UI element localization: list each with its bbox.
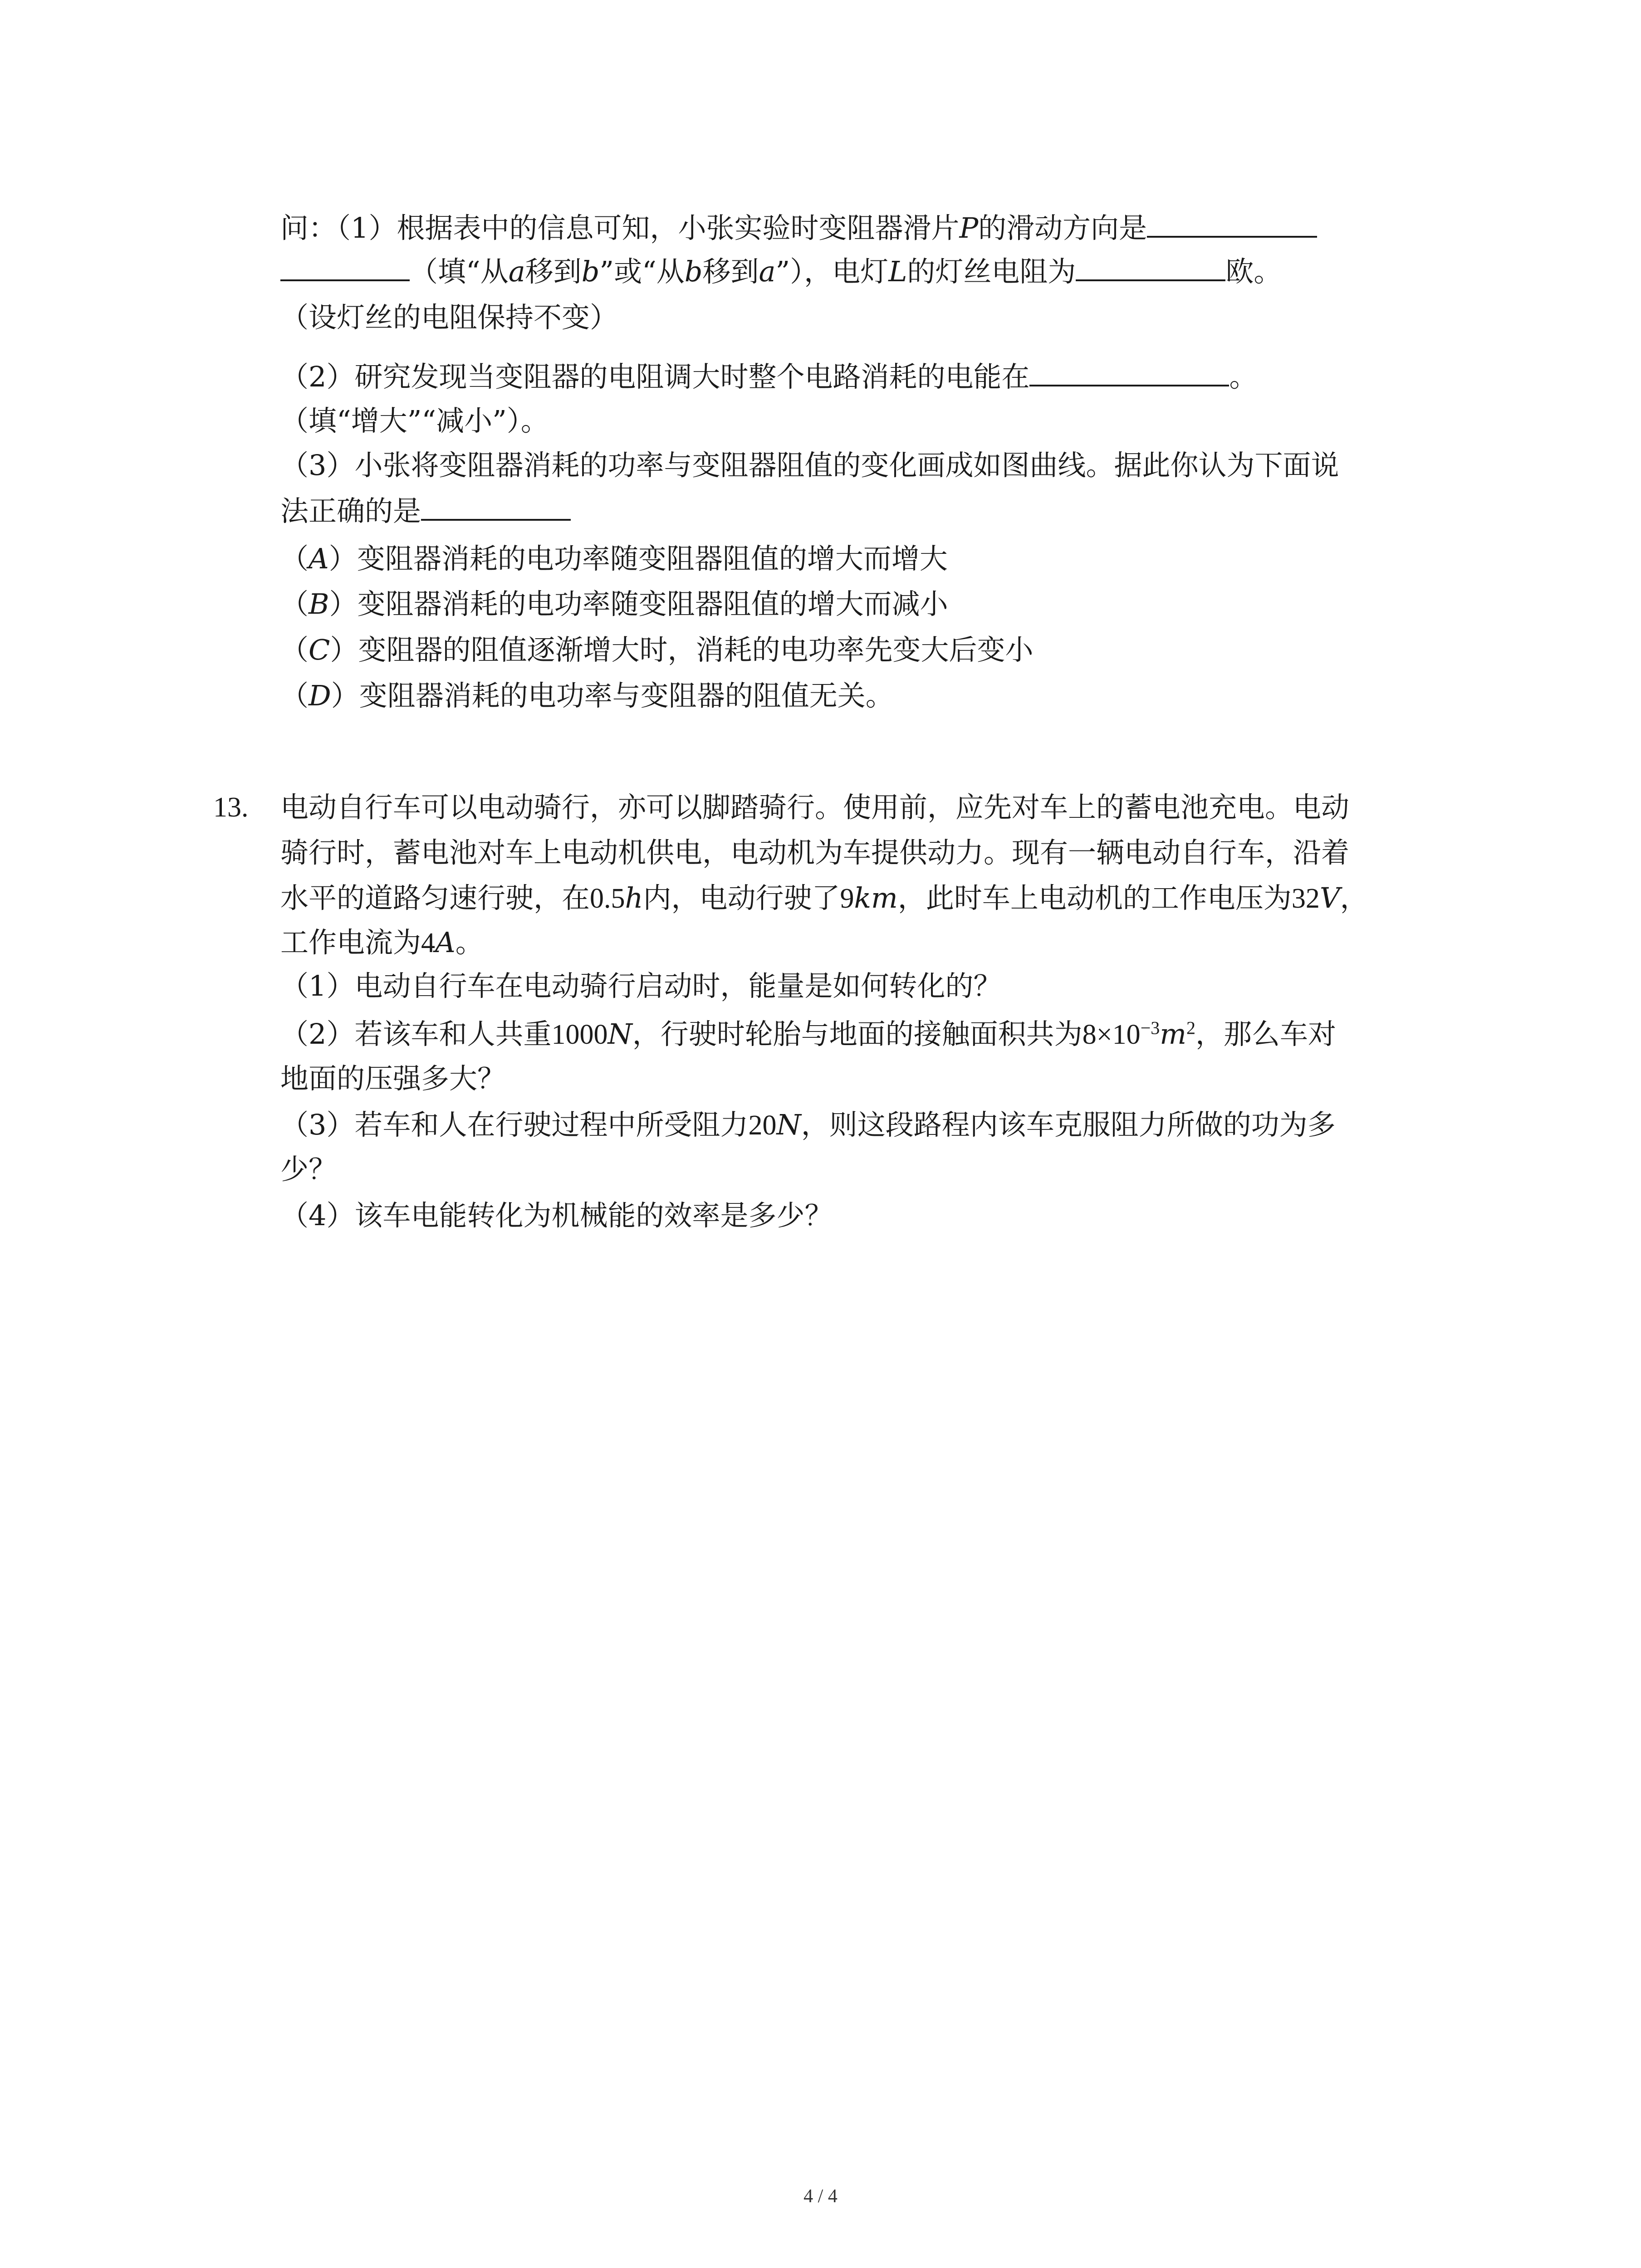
value-voltage: 32 bbox=[1291, 883, 1320, 914]
q12-line-2-mid5: 的灯丝电阻为 bbox=[907, 255, 1076, 288]
q12-line-1-text: 问：（1）根据表中的信息可知，小张实验时变阻器滑片 bbox=[280, 211, 960, 244]
q13-sub-3 bbox=[280, 1107, 1336, 1144]
value-resistance-force: 20 bbox=[748, 1110, 777, 1141]
var-b: b bbox=[581, 255, 600, 288]
unit-km: km bbox=[854, 881, 898, 914]
q13-s3-a: （3）若车和人在行驶过程中所受阻力 bbox=[280, 1108, 749, 1141]
option-b: （B）变阻器消耗的电功率随变阻器阻值的增大而减小 bbox=[280, 587, 948, 621]
q13-s2-b: ，行驶时轮胎与地面的接触面积共为 bbox=[632, 1017, 1083, 1051]
q12-line-2 bbox=[280, 253, 1282, 290]
option-d-letter: D bbox=[309, 679, 331, 712]
q12-line-2-mid3: 移到 bbox=[702, 255, 759, 288]
answer-blank-direction-a[interactable] bbox=[1147, 210, 1317, 238]
q12-line-7-text: 法正确的是 bbox=[280, 494, 421, 528]
q13-sub-2 bbox=[280, 1016, 1336, 1053]
option-a-letter: A bbox=[309, 542, 329, 575]
var-a: a bbox=[508, 255, 525, 288]
option-b-text: 变阻器消耗的电功率随变阻器阻值的增大而减小 bbox=[357, 587, 948, 621]
q12-line-2-mid4: ”），电灯 bbox=[775, 255, 889, 288]
q13-line-3 bbox=[280, 880, 1368, 917]
option-b-letter: B bbox=[309, 587, 329, 621]
value-time: 0.5 bbox=[590, 883, 625, 914]
value-weight: 1000 bbox=[551, 1019, 608, 1050]
q12-line-1-post: 的滑动方向是 bbox=[978, 211, 1147, 244]
value-current: 4 bbox=[421, 928, 436, 958]
q13-sub-2-cont: 地面的压强多大？ bbox=[280, 1062, 506, 1095]
q12-line-2-end: 欧。 bbox=[1225, 255, 1282, 288]
q13-l4-a: 工作电流为 bbox=[280, 926, 421, 959]
unit-n: N bbox=[607, 1017, 632, 1051]
q13-line-2: 骑行时，蓄电池对车上电动机供电，电动机为车提供动力。现有一辆电动自行车，沿着 bbox=[280, 836, 1350, 869]
exponent-area: −3 bbox=[1140, 1017, 1160, 1038]
q12-line-1 bbox=[280, 210, 1317, 246]
answer-blank-resistance[interactable] bbox=[1076, 253, 1225, 281]
var-p: P bbox=[959, 211, 979, 244]
exponent-unit: 2 bbox=[1186, 1017, 1196, 1038]
page-number: 4 / 4 bbox=[803, 2186, 838, 2207]
q13-s2-a: （2）若该车和人共重 bbox=[280, 1017, 552, 1051]
q13-line-4 bbox=[280, 924, 484, 961]
q12-line-5: （填“增大”“减小”）。 bbox=[280, 404, 549, 437]
q12-line-4-end: 。 bbox=[1229, 360, 1258, 393]
var-l: L bbox=[888, 255, 907, 288]
q13-l3-c: ，此时车上电动机的工作电压为 bbox=[897, 881, 1292, 914]
answer-blank-choice[interactable] bbox=[421, 493, 571, 521]
option-c-text: 变阻器的阻值逐渐增大时，消耗的电功率先变大后变小 bbox=[358, 633, 1034, 666]
unit-a: A bbox=[435, 926, 456, 959]
q13-sub-4: （4）该车电能转化为机械能的效率是多少？ bbox=[280, 1199, 833, 1232]
var-a-2: a bbox=[759, 255, 776, 288]
q13-s2-c: ，那么车对 bbox=[1195, 1017, 1337, 1051]
q12-line-2-mid1: 移到 bbox=[525, 255, 582, 288]
q12-line-7 bbox=[280, 493, 571, 529]
unit-n-2: N bbox=[776, 1108, 801, 1141]
q12-line-4-text: （2）研究发现当变阻器的电阻调大时整个电路消耗的电能在 bbox=[280, 360, 1030, 393]
q12-line-3: （设灯丝的电阻保持不变） bbox=[280, 301, 618, 334]
q13-l3-b: 内，电动行驶了 bbox=[643, 881, 840, 914]
var-b-2: b bbox=[684, 255, 703, 288]
answer-blank-direction-b[interactable] bbox=[280, 253, 410, 281]
answer-blank-energy[interactable] bbox=[1029, 358, 1229, 386]
unit-m: m bbox=[1160, 1017, 1187, 1051]
value-distance: 9 bbox=[840, 883, 854, 914]
option-a: （A）变阻器消耗的电功率随变阻器阻值的增大而增大 bbox=[280, 542, 948, 575]
q12-line-4 bbox=[280, 358, 1257, 395]
option-c: （C）变阻器的阻值逐渐增大时，消耗的电功率先变大后变小 bbox=[280, 633, 1034, 666]
q13-line-1: 电动自行车可以电动骑行，亦可以脚踏骑行。使用前，应先对车上的蓄电池充电。电动 bbox=[280, 791, 1350, 824]
q13-sub-3-cont: 少？ bbox=[280, 1153, 337, 1186]
option-d-text: 变阻器消耗的电功率与变阻器的阻值无关。 bbox=[359, 679, 894, 712]
q13-l3-d: ， bbox=[1340, 881, 1368, 914]
option-a-text: 变阻器消耗的电功率随变阻器阻值的增大而增大 bbox=[357, 542, 948, 575]
unit-h: h bbox=[625, 881, 643, 914]
q12-line-2-mid2: ”或“从 bbox=[599, 255, 685, 288]
q13-sub-1: （1）电动自行车在电动骑行启动时，能量是如何转化的？ bbox=[280, 969, 1002, 1002]
q12-line-6: （3）小张将变阻器消耗的功率与变阻器阻值的变化画成如图曲线。据此你认为下面说 bbox=[280, 449, 1339, 482]
value-area: 8×10 bbox=[1082, 1019, 1141, 1050]
unit-v: V bbox=[1319, 881, 1340, 914]
q13-number: 13. bbox=[213, 792, 249, 823]
q13-s3-b: ，则这段路程内该车克服阻力所做的功为多 bbox=[801, 1108, 1336, 1141]
q12-line-2-pre: （填“从 bbox=[410, 255, 509, 288]
q13-l3-a: 水平的道路匀速行驶，在 bbox=[280, 881, 590, 914]
option-c-letter: C bbox=[309, 633, 330, 666]
q13-l4-b: 。 bbox=[455, 926, 484, 959]
option-d: （D）变阻器消耗的电功率与变阻器的阻值无关。 bbox=[280, 679, 894, 712]
